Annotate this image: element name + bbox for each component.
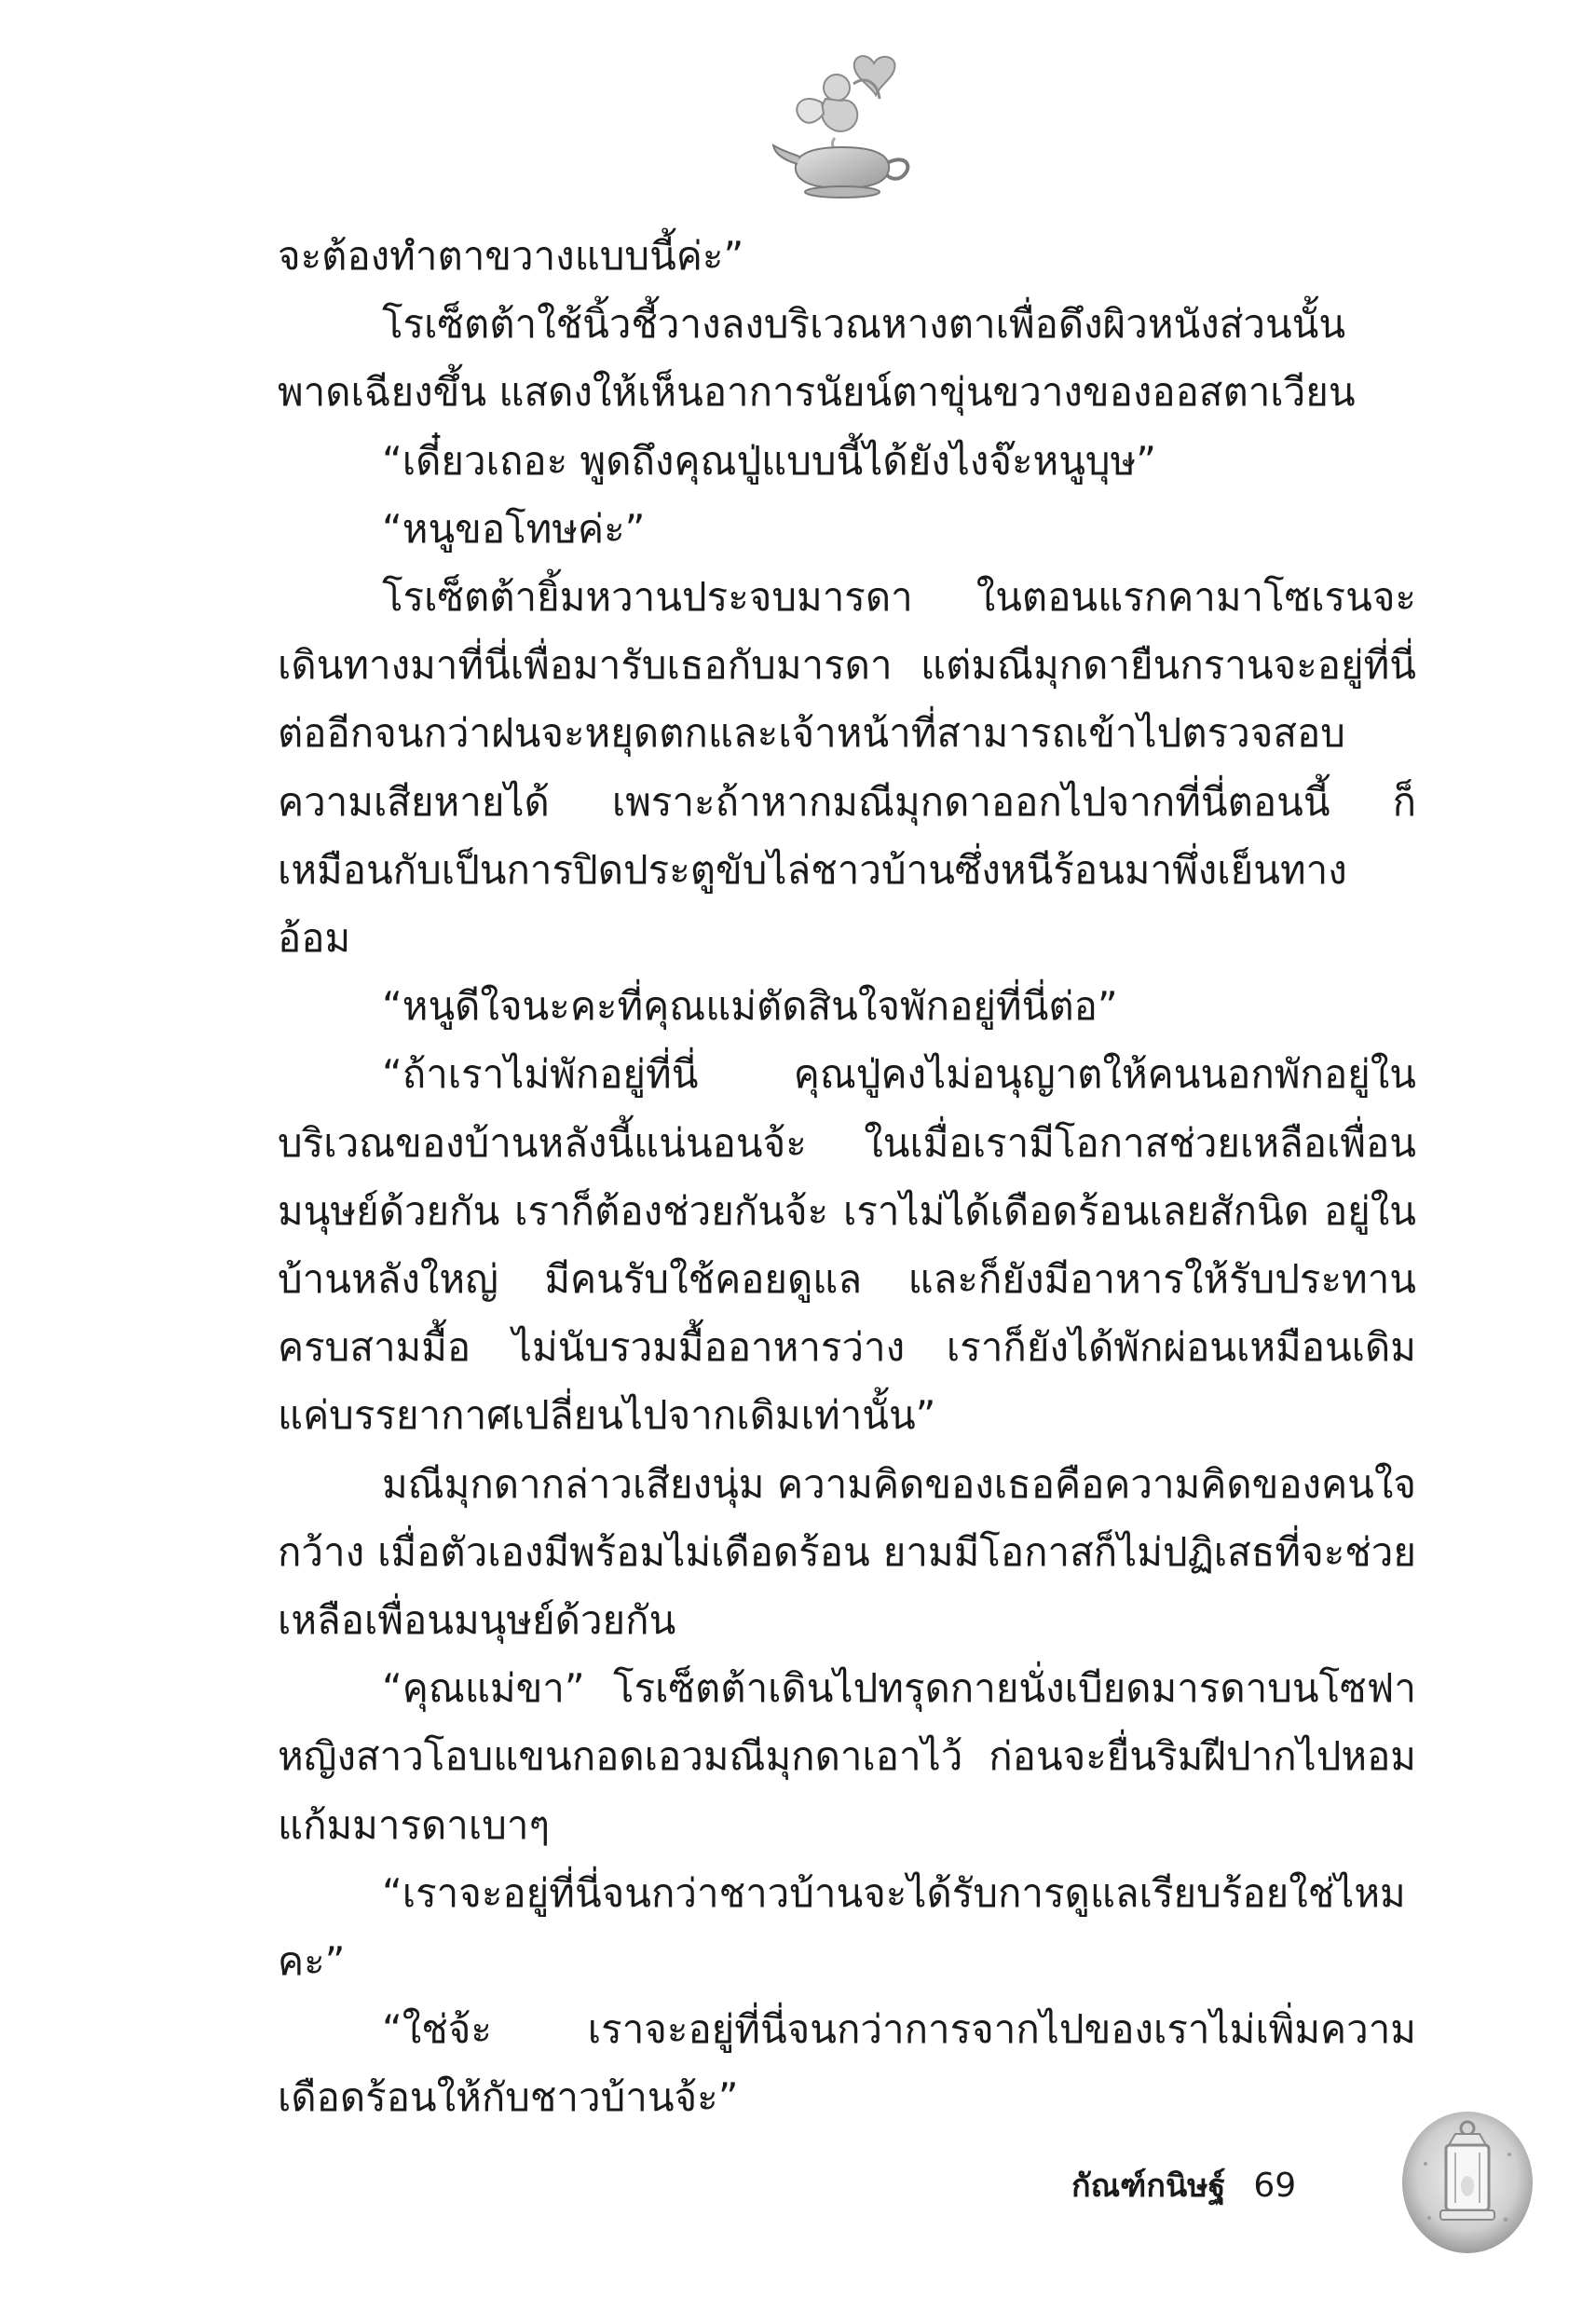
running-title: กัณฑ์กนิษฐ์ [1071, 2167, 1226, 2205]
paragraph: “ถ้าเราไม่พักอยู่ที่นี่ คุณปู่คงไม่อนุญาตให้คนนอกพักอยู่ในบริเวณของบ้านหลังนี้แน่นอนจ้ะ ในเมื่อเรามีโอกาสช่วยเหลือเพื่อนมนุษย์ด้วยกัน เราก็ต้องช่วยกันจ้ะ เราไม่ได้เดือดร้อนเลยสักนิด อยู่ในบ้านหลังใหญ่ มีคนรับใช้คอยดูแล และก็ยังมีอาหารให้รับประทานครบสามมื้อ ไม่นับรวมมื้ออาหารว่าง เราก็ยังได้พักผ่อนเหมือนเดิม แค่บรรยากาศเปลี่ยนไปจากเดิมเท่านั้น” [278, 1051, 1416, 1439]
paragraph: โรเซ็ตต้าใช้นิ้วชี้วางลงบริเวณหางตาเพื่อดึงผิวหนังส่วนนั้นพาดเฉียงขึ้น แสดงให้เห็นอาการนัยน์ตาขุ่นขวางของออสตาเวียน [278, 301, 1356, 416]
paragraph: โรเซ็ตต้ายิ้มหวานประจบมารดา ในตอนแรกคามาโซเรนจะเดินทางมาที่นี่เพื่อมารับเธอกับมารดา แต่มณีมุกดายืนกรานจะอยู่ที่นี่ต่ออีกจนกว่าฝนจะหยุดตกและเจ้าหน้าที่สามารถเข้าไปตรวจสอบความเสียหายได้ เพราะถ้าหากมณีมุกดาออกไปจากที่นี่ตอนนี้ ก็เหมือนกับเป็นการปิดประตูขับไล่ชาวบ้านซึ่งหนีร้อนมาพึ่งเย็นทางอ้อม [278, 574, 1416, 962]
page-body [278, 222, 1416, 2132]
paragraph: มณีมุกดากล่าวเสียงนุ่ม ความคิดของเธอคือความคิดของคนใจกว้าง เมื่อตัวเองมีพร้อมไม่เดือดร้อน ยามมีโอกาสก็ไม่ปฏิเสธที่จะช่วยเหลือเพื่อนมนุษย์ด้วยกัน [278, 1460, 1416, 1644]
paragraph: “หนูขอโทษค่ะ” [382, 505, 646, 552]
paragraph: “ใช่จ้ะ เราจะอยู่ที่นี่จนกว่าการจากไปของเราไม่เพิ่มความเดือดร้อนให้กับชาวบ้านจ้ะ” [278, 2006, 1416, 2121]
paragraph: “เราจะอยู่ที่นี่จนกว่าชาวบ้านจะได้รับการดูแลเรียบร้อยใช่ไหมคะ” [278, 1869, 1406, 1985]
page-number: 69 [1253, 2166, 1297, 2205]
lantern-icon [1398, 2108, 1537, 2257]
teapot-cherub-icon [770, 47, 919, 200]
paragraph: “หนูดีใจนะคะที่คุณแม่ตัดสินใจพักอยู่ที่นี่ต่อ” [382, 983, 1118, 1030]
paragraph: “คุณแม่ขา” โรเซ็ตต้าเดินไปทรุดกายนั่งเบียดมารดาบนโซฟา หญิงสาวโอบแขนกอดเอวมณีมุกดาเอาไว้ ก่อนจะยื่นริมฝีปากไปหอมแก้มมารดาเบาๆ [278, 1665, 1416, 1848]
page-footer [1071, 2153, 1296, 2218]
paragraph: จะต้องทำตาขวางแบบนี้ค่ะ” [278, 233, 744, 279]
paragraph: “เดี๋ยวเถอะ พูดถึงคุณปู่แบบนี้ได้ยังไงจ๊ะหนูบุษ” [382, 437, 1157, 484]
